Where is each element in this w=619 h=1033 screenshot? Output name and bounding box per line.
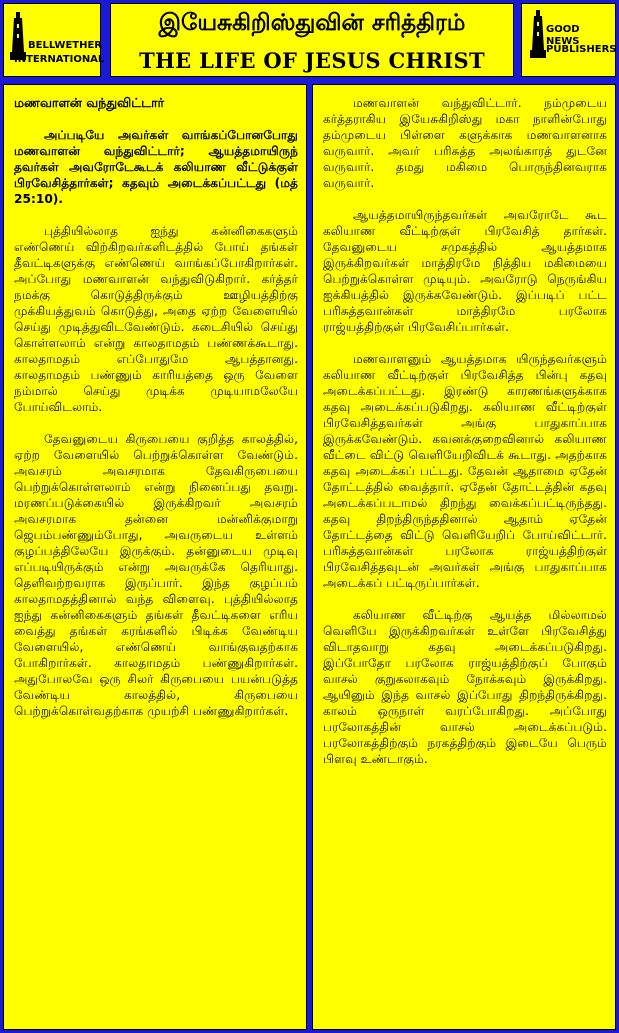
logo-right-line2: PUBLISHERS: [546, 44, 617, 55]
tower-icon: [10, 12, 26, 60]
logo-left-line2: INTERNATIONAL: [14, 54, 105, 65]
tower-icon: [530, 10, 546, 58]
title-english: THE LIFE OF JESUS CHRIST: [139, 48, 485, 73]
paragraph: புத்தியில்லாத ஐந்து கன்னிகைகளும் எண்ணெய் விற்கிறவர்களிடத்தில் போய் தங்கள் தீவட்டிகளுக்கு எண்ணெய் வாங்கப்போகிறார்கள். அப்போது மணவாளன் வந்துவிடுகிறார். கர்த்தர் நமக்கு கொடுத்திருக்கும் ஊழியத்திற்கு முக்கியத்துவம் கொடுத்து, அதை ஏற்ற வேளையில் செய்து முடித்துவிடவேண்டும். கடைசியில் செய்து கொள்ளலாம் என்று காலதாமதம் பண்ணக்கூடாது. காலதாமதம் எப்போதுமே ஆபத்தானது. காலதாமதம் பண்ணும் காரியத்தை ஒரு வேளை நம்மால் செய்து முடிக்க முடியாமலேயே போய்விடலாம்.: [14, 224, 298, 414]
logo-left-line1: BELLWETHER: [28, 40, 103, 51]
right-column: [312, 84, 616, 1030]
right-column-text: [323, 95, 607, 783]
left-column: [3, 84, 307, 1030]
paragraph: மணவாளனும் ஆயத்தமாக யிருந்தவர்களும் கலியாண வீட்டிற்குள் பிரவேசித்த பின்பு கதவு அடைக்கப்பட்டது. இரண்டு காரணங்களுக்காக கதவு அடைக்கப்படுகிறது. கலியாண வீட்டிற்குள் பிரவேசித்தவர்கள் அங்கு பாதுகாப்பாக இருக்கவேண்டும். கவனக்குறைவினால் கலியாண வீட்டை விட்டு வெளியேறிவிடக் கூடாது. அதற்காக கதவு அடைக்கப் பட்டது. தேவன் ஆதாமை ஏதேன் தோட்டத்தில் வைத்தார். ஏதேன் தோட்டத்தின் கதவு அடைக்கப்படாமல் திறந்து வைக்கப்பட்டிருந்தது. கதவு திறந்திருந்ததினால் ஆதாம் ஏதேன் தோட்டத்தை விட்டு வெளியேறிப் போய்விட்டார். பரிசுத்தவான்கள் பரலோக ராஜ்யத்திற்குள் பிரவேசித்தவுடன் அவர்கள் அங்கு பாதுகாப்பாக அடைக்கப் பட்டிருப்பார்கள்.: [323, 352, 607, 590]
bellwether-logo: [3, 3, 105, 77]
scripture-verse: அப்படியே அவர்கள் வாங்கப்போனபோது மணவாளன் வந்துவிட்டார்; ஆயத்தமாயிருந் தவர்கள் அவரோடேகூடக் கலியாண வீட்டுக்குள் பிரவேசித்தார்கள்; கதவும் அடைக்கப்பட்டது (மத் 25:10).: [14, 128, 298, 206]
title-tamil: இயேசுகிறிஸ்துவின் சரித்திரம்: [158, 10, 466, 36]
paragraph: தேவனுடைய கிருபையை குறித்த காலத்தில், ஏற்ற வேளையில் பெற்றுக்கொள்ள வேண்டும். அவசரம் அவசரமாக தேவகிருபையை பெற்றுக்கொள்ளலாம் என்று நினைப்பது தவறு. மரணப்படுக்கையில் இருக்கிறவர் அவசரம் அவசரமாக தன்னை மன்னிக்குமாறு ஜெபம்பண்ணும்போது, அவருடைய உள்ளம் குழப்பத்திலேயே இருக்கும். தன்னுடைய முடிவு எப்படியிருக்கும் என்று அவருக்கே தெரியாது. தெளிவற்றவராக இருப்பார். இந்த குழப்பம் காலதாமதத்தினால் வந்த விளைவு. புத்தியில்லாத ஐந்து கன்னிகைகளும் தங்கள் தீவட்டிகளை எரிய வைத்து தங்கள் கரங்களில் பிடிக்க வேண்டிய வேளையில், எண்ணெய் வாங்குவதற்காக போகிறார்கள். காலதாமதம் பண்ணுகிறார்கள். அதுபோலவே ஒரு சிலர் கிருபையை பயன்படுத்த வேண்டிய காலத்தில், கிருபையை பெற்றுக்கொள்வதற்காக முயற்சி பண்ணுகிறார்கள்.: [14, 432, 298, 718]
good-news-logo: [521, 3, 616, 77]
title-banner: [110, 3, 514, 77]
paragraph: ஆயத்தமாயிருந்தவர்கள் அவரோடே கூட கலியாண வீட்டிற்குள் பிரவேசித் தார்கள். தேவனுடைய சமுகத்தில் ஆயத்தமாக இருக்கிறவர்கள் மாத்திரமே நித்திய மகிமையை பெற்றுக்கொள்ள முடியும். அவரோடு நெருங்கிய ஐக்கியத்தில் இருக்கவேண்டும். இப்படிப் பட்ட பரிசுத்தவான்கள் மாத்திரமே பரலோக ராஜ்யத்திற்குள் பிரவேசிப்பார்கள்.: [323, 208, 607, 334]
logo-right-line1: GOOD NEWS: [546, 24, 580, 47]
paragraph: கலியாண வீட்டிற்கு ஆயத்த மில்லாமல் வெளியே இருக்கிறவர்கள் உள்ளே பிரவேசித்து விடாதவாறு கதவு அடைக்கப்படுகிறது. இப்போதோ பரலோக ராஜ்யத்திற்குப் போகும் வாசல் குறுகலாகவும் நோக்கவும் இருக்கிறது. ஆயினும் இந்த வாசல் இப்போது திறந்திருக்கிறது. காலம் ஒருநாள் வரப்போகிறது. அப்போது பரலோகத்தின் வாசல் அடைக்கப்படும். பரலோகத்திற்கும் நரகத்திற்கும் இடையே பெரும் பிளவு உண்டாகும்.: [323, 608, 607, 766]
paragraph: மணவாளன் வந்துவிட்டார். நம்முடைய கர்த்தராகிய இயேசுகிறிஸ்து மகா நாளின்போது தம்முடைய பிள்ளை களுக்காக மணவாளனாக வருவார். அவர் பரிசுத்த அலங்காரத் துடனே வருவார். தமது மகிமை பொருந்தினவராக வருவார்.: [323, 96, 607, 190]
section-heading: மணவாளன் வந்துவிட்டார்: [14, 95, 165, 110]
left-column-text: [14, 95, 298, 735]
